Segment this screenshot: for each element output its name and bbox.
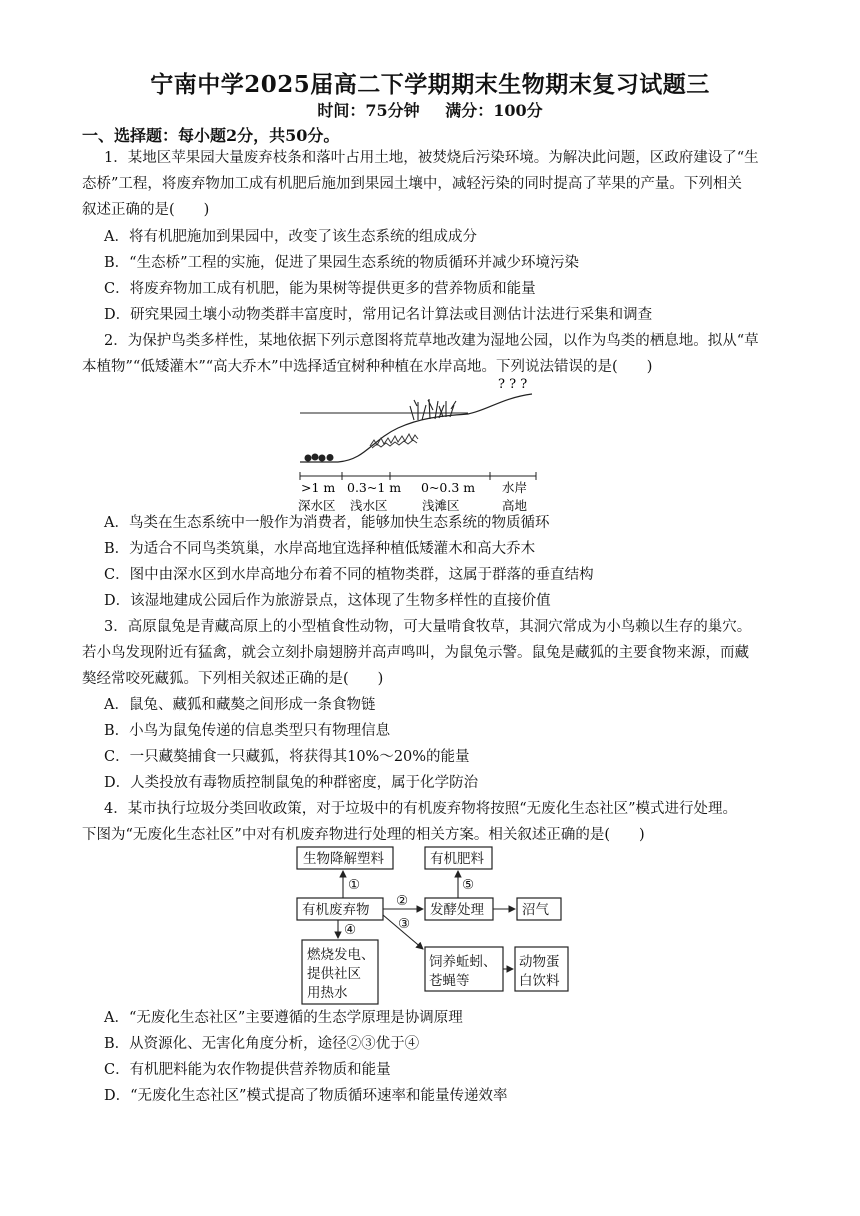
- zone-depth-label: 0~0.3 m: [421, 480, 476, 495]
- zone-name-label: 浅水区: [350, 498, 388, 513]
- q3-option-d: D．人类投放有毒物质控制鼠兔的种群密度，属于化学防治: [104, 775, 479, 791]
- zone-depth-label: >1 m: [301, 480, 336, 495]
- waste-flow-diagram: [290, 845, 580, 1010]
- q1-stem-line: 叙述正确的是( ): [82, 202, 210, 218]
- label-route-4: ④: [344, 922, 357, 938]
- q4-stem-line: 4．某市执行垃圾分类回收政策，对于垃圾中的有机废弃物将按照“无废化生态社区”模式进行处理。: [104, 801, 738, 817]
- q3-stem-line: 3．高原鼠兔是青藏高原上的小型植食性动物，可大量啃食牧草，其洞穴常成为小鸟赖以生存的巢穴。: [104, 619, 752, 635]
- q1-stem-line: 1．某地区苹果园大量废弃枝条和落叶占用土地，被焚烧后污染环境。为解决此问题，区政府建设了“生: [104, 150, 759, 166]
- label-route-1: ①: [348, 877, 361, 893]
- q3-option-a: A．鼠兔、藏狐和藏獒之间形成一条食物链: [104, 697, 376, 713]
- label-organic-waste: 有机废弃物: [302, 902, 370, 918]
- wetland-diagram: [290, 370, 550, 515]
- label-bio-plastic: 生物降解塑料: [303, 851, 384, 867]
- label-feed-line: 苍蝇等: [429, 973, 470, 989]
- q1-option-d: D．研究果园土壤小动物类群丰富度时，常用记名计算法或目测估计法进行采集和调查: [104, 307, 653, 323]
- q1-stem-line: 态桥”工程，将废弃物加工成有机肥后施加到果园土壤中，减轻污染的同时提高了苹果的产量。下列相关: [82, 176, 742, 192]
- exam-score: 满分：100分: [445, 101, 543, 120]
- exam-info: [0, 98, 860, 121]
- label-protein-line: 动物蛋: [519, 954, 560, 970]
- label-route-2: ②: [396, 893, 409, 909]
- label-biogas: 沼气: [522, 902, 549, 918]
- zone-name-label: 浅滩区: [422, 498, 460, 513]
- label-burn-line: 燃烧发电、: [307, 947, 375, 963]
- zone-name-label: 深水区: [298, 498, 336, 513]
- label-burn-line: 用热水: [307, 985, 348, 1001]
- question-marks: ? ? ?: [498, 377, 528, 392]
- deep-water-plants-icon: [305, 454, 334, 462]
- q3-stem-line: 獒经常咬死藏狐。下列相关叙述正确的是( ): [82, 671, 384, 687]
- q4-option-c: C．有机肥料能为农作物提供营养物质和能量: [104, 1062, 391, 1078]
- q2-option-c: C．图中由深水区到水岸高地分布着不同的植物类群，这属于群落的垂直结构: [104, 567, 594, 583]
- exam-time: 时间：75分钟: [317, 101, 420, 120]
- q1-option-a: A．将有机肥施加到果园中，改变了该生态系统的组成成分: [104, 229, 477, 245]
- q1-option-c: C．将废弃物加工成有机肥，能为果树等提供更多的营养物质和能量: [104, 281, 536, 297]
- q2-stem-line: 2．为保护鸟类多样性，某地依据下列示意图将荒草地改建为湿地公园，以作为鸟类的栖息地。拟从“草: [104, 333, 759, 349]
- label-feed-line: 饲养蚯蚓、: [429, 954, 497, 970]
- q4-option-b: B．从资源化、无害化角度分析，途径②③优于④: [104, 1036, 420, 1052]
- q2-option-a: A．鸟类在生态系统中一般作为消费者，能够加快生态系统的物质循环: [104, 515, 550, 531]
- q2-option-b: B．为适合不同鸟类筑巢，水岸高地宜选择种植低矮灌木和高大乔木: [104, 541, 536, 557]
- section-heading: 一、选择题：每小题2分，共50分。: [82, 126, 340, 145]
- zone-name-label: 高地: [502, 498, 528, 513]
- q4-option-d: D．“无废化生态社区”模式提高了物质循环速率和能量传递效率: [104, 1088, 508, 1104]
- page-title: 宁南中学2025届高二下学期期末生物期末复习试题三: [150, 71, 710, 98]
- zone-depth-label: 水岸: [502, 480, 528, 495]
- emergent-plants-icon: [410, 399, 456, 420]
- q3-stem-line: 若小鸟发现附近有猛禽，就会立刻扑扇翅膀并高声鸣叫，为鼠兔示警。鼠兔是藏狐的主要食物来源，而藏: [82, 645, 749, 661]
- q2-stem-line: 本植物”“低矮灌木”“高大乔木”中选择适宜树种种植在水岸高地。下列说法错误的是( ): [82, 359, 653, 375]
- label-route-3: ③: [398, 916, 411, 932]
- q4-stem-line: 下图为“无废化生态社区”中对有机废弃物进行处理的相关方案。相关叙述正确的是( ): [82, 827, 645, 843]
- zone-depth-label: 0.3~1 m: [347, 480, 402, 495]
- label-burn-line: 提供社区: [307, 966, 361, 982]
- label-protein-line: 白饮料: [519, 973, 560, 989]
- q2-option-d: D．该湿地建成公园后作为旅游景点，这体现了生物多样性的直接价值: [104, 593, 551, 609]
- q3-option-c: C．一只藏獒捕食一只藏狐，将获得其10%～20%的能量: [104, 749, 470, 765]
- q4-option-a: A．“无废化生态社区”主要遵循的生态学原理是协调原理: [104, 1010, 463, 1026]
- label-fermentation: 发酵处理: [430, 902, 484, 918]
- q1-option-b: B．“生态桥”工程的实施，促进了果园生态系统的物质循环并减少环境污染: [104, 255, 579, 271]
- label-organic-fertilizer: 有机肥料: [430, 851, 484, 867]
- q3-option-b: B．小鸟为鼠兔传递的信息类型只有物理信息: [104, 723, 391, 739]
- label-route-5: ⑤: [462, 877, 475, 893]
